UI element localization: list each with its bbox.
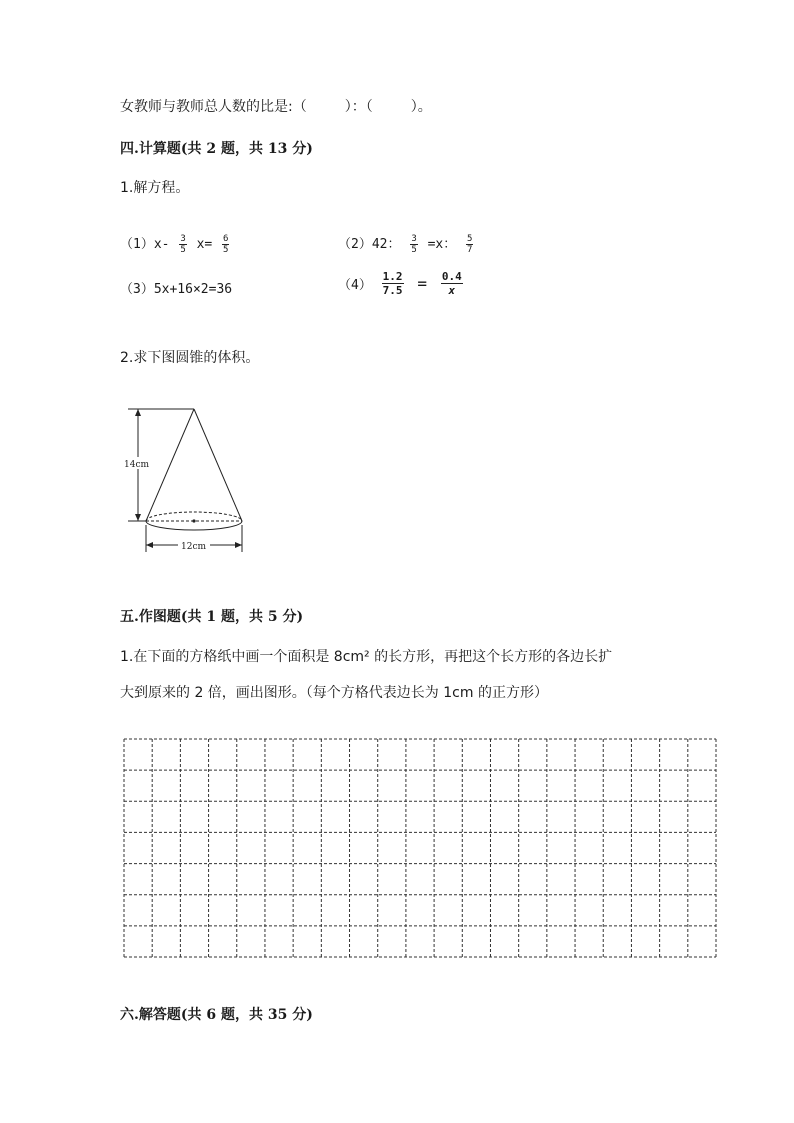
ratio-prefix: 女教师与教师总人数的比是: xyxy=(120,99,293,115)
ratio-colon: ： xyxy=(351,99,366,115)
equation-1-fraction-2: $\frac{6}{5}$ xyxy=(223,234,229,255)
diameter-arrow-head-right xyxy=(235,542,242,548)
equation-2-label: （2） xyxy=(338,237,372,252)
equation-2-fraction-2: $\frac{5}{7}$ xyxy=(467,234,473,255)
cone-center-dot xyxy=(192,519,195,522)
equation-4-label: （4） xyxy=(338,278,372,293)
ratio-question xyxy=(120,96,432,116)
ratio-end: 。 xyxy=(417,99,432,115)
cone-figure xyxy=(118,400,258,560)
height-label: 14cm xyxy=(124,460,150,470)
question-5-1-line-1: 1.在下面的方格纸中画一个面积是 8cm² 的长方形，再把这个长方形的各边长扩 xyxy=(120,649,613,665)
question-5-1-line-2: 大到原来的 2 倍，画出图形。（每个方格代表边长为 1cm 的正方形） xyxy=(120,685,548,701)
equation-1-label: （1） xyxy=(120,237,154,252)
ratio-blank-1-open: （ xyxy=(292,99,307,115)
equation-3 xyxy=(120,278,232,297)
grid-paper[interactable] xyxy=(120,737,720,961)
equation-2-term-b: =x： xyxy=(427,237,457,252)
ratio-blank-2-open: （ xyxy=(365,99,373,115)
ratio-blank-1-close: ） xyxy=(344,99,352,115)
section-6-heading: 六.解答题(共 6 题，共 35 分) xyxy=(120,1007,313,1023)
equation-4 xyxy=(338,270,465,297)
height-arrow-head-top xyxy=(135,409,141,416)
equation-3-label: （3） xyxy=(120,282,154,297)
equation-2 xyxy=(338,233,475,255)
equation-1-term-b: x= xyxy=(196,237,213,252)
equation-2-fraction-1: $\frac{3}{5}$ xyxy=(411,234,417,255)
equation-2-term-a: 42： xyxy=(371,237,401,252)
cone-side-right xyxy=(194,409,242,521)
equation-4-fraction-1: $\frac{1.2}{7.5}$ xyxy=(382,270,403,297)
diameter-arrow-head-left xyxy=(146,542,153,548)
equation-1-term-a: x- xyxy=(153,237,170,252)
cone-side-left xyxy=(146,409,194,521)
question-4-2: 2.求下图圆锥的体积。 xyxy=(120,350,260,366)
equation-4-fraction-2: $\frac{0.4}{x}$ xyxy=(441,270,462,297)
equation-1-fraction-1: $\frac{3}{5}$ xyxy=(180,234,186,255)
section-5-heading: 五.作图题(共 1 题，共 5 分) xyxy=(120,609,304,625)
equation-4-equals: = xyxy=(417,274,427,293)
grid-lines xyxy=(124,739,716,957)
equation-1 xyxy=(120,233,231,255)
section-4-heading: 四.计算题(共 2 题，共 13 分) xyxy=(120,141,313,157)
equation-3-text: 5x+16×2=36 xyxy=(153,282,233,297)
question-4-1: 1.解方程。 xyxy=(120,180,190,196)
ratio-blank-2-close: ） xyxy=(410,99,418,115)
diameter-label: 12cm xyxy=(181,542,207,552)
height-arrow-head-bottom xyxy=(135,514,141,521)
